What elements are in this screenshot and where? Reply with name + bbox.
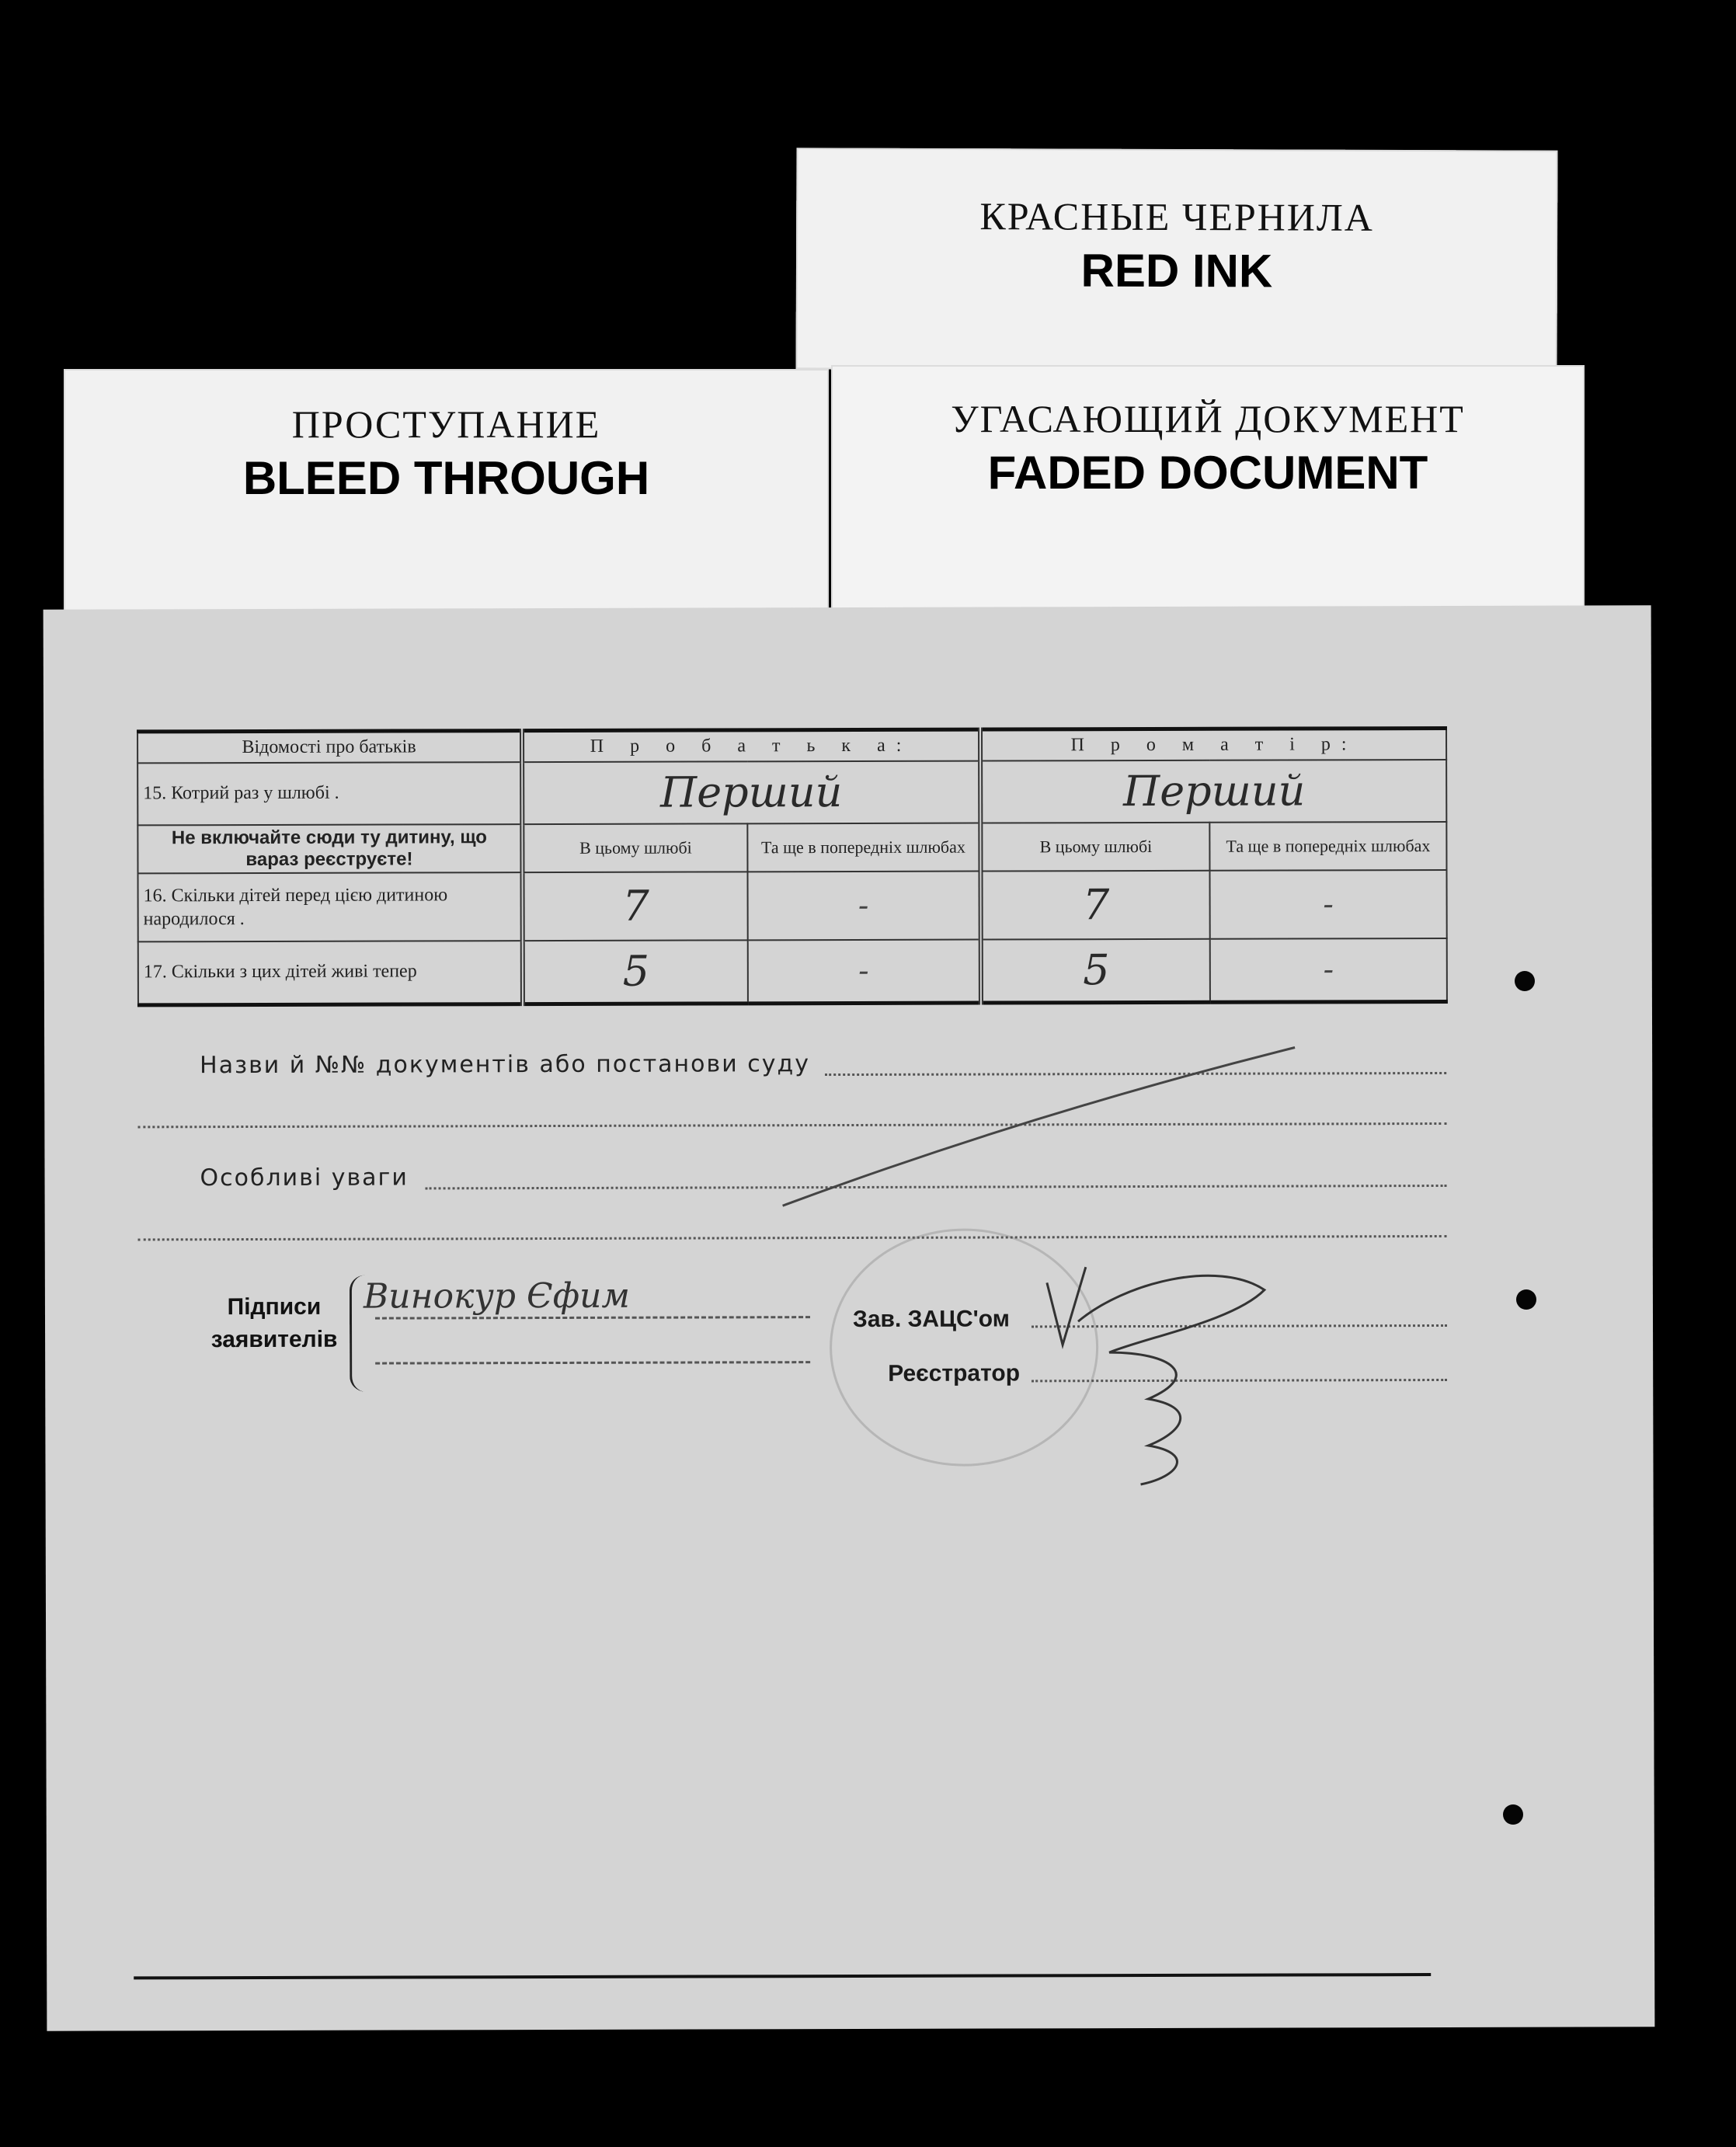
row17-label: 17. Скільки з цих дітей живі тепер bbox=[138, 941, 523, 1005]
signature-line-1 bbox=[375, 1316, 810, 1319]
cancel-stroke bbox=[774, 1041, 1319, 1213]
official-signature bbox=[1032, 1251, 1281, 1493]
row17-mother-prev: - bbox=[1210, 938, 1447, 1002]
red-ink-en: RED INK bbox=[1080, 244, 1273, 298]
remarks-line-2 bbox=[138, 1235, 1447, 1241]
row16-mother-prev: - bbox=[1210, 869, 1447, 938]
faded-document-ru: УГАСАЮЩИЙ ДОКУМЕНТ bbox=[951, 397, 1465, 440]
punch-hole bbox=[1503, 1804, 1523, 1825]
father-col-previous: Та ще в попередніх шлюбах bbox=[747, 823, 980, 872]
father-col-this-marriage: В цьому шлюбі bbox=[522, 823, 747, 872]
faded-document-target-card bbox=[831, 365, 1585, 625]
faded-document-en: FADED DOCUMENT bbox=[987, 447, 1428, 499]
row15-label: 15. Котрий раз у шлюбі . bbox=[137, 762, 522, 825]
table-row bbox=[137, 821, 1446, 872]
father-header: П р о б а т ь к а: bbox=[522, 729, 980, 762]
row16-father-prev: - bbox=[747, 871, 980, 940]
head-label: Зав. ЗАЦС'ом bbox=[852, 1306, 1010, 1332]
applicant-signature: Винокур Єфим bbox=[363, 1275, 631, 1317]
table-row bbox=[138, 938, 1447, 1004]
red-ink-target-card bbox=[796, 148, 1558, 371]
mother-col-previous: Та ще в попередніх шлюбах bbox=[1209, 821, 1446, 870]
bleed-through-target-card bbox=[64, 369, 829, 625]
parents-info-header: Відомості про батьків bbox=[137, 731, 522, 763]
table-row bbox=[137, 869, 1446, 941]
row17-father-prev: - bbox=[748, 939, 981, 1004]
bleed-through-en: BLEED THROUGH bbox=[242, 452, 650, 504]
signature-line-2 bbox=[375, 1361, 810, 1364]
remarks-label: Особливі уваги bbox=[200, 1164, 409, 1192]
document-sheet bbox=[43, 605, 1655, 2030]
exclusion-note: Не включайте сюди ту дитину, що вараз реєструєте! bbox=[137, 824, 522, 873]
mother-col-this-marriage: В цьому шлюбі bbox=[980, 822, 1209, 871]
row16-mother-this: 7 bbox=[981, 870, 1210, 939]
table-header-row bbox=[137, 728, 1446, 762]
row15-father-value: Перший bbox=[522, 760, 980, 824]
bottom-rule bbox=[134, 1973, 1431, 1979]
table-row bbox=[137, 759, 1446, 824]
registrar-label: Реєстратор bbox=[888, 1360, 1021, 1387]
red-ink-ru: КРАСНЫЕ ЧЕРНИЛА bbox=[979, 194, 1375, 239]
documents-label: Назви й №№ документів або постанови суду bbox=[200, 1050, 811, 1080]
parents-info-table bbox=[137, 726, 1448, 1007]
mother-header: П р о м а т і р: bbox=[980, 728, 1446, 760]
row16-label: 16. Скільки дітей перед цією дитиною народилося . bbox=[137, 872, 522, 941]
row17-mother-this: 5 bbox=[981, 938, 1210, 1003]
row15-mother-value: Перший bbox=[980, 759, 1446, 823]
punch-hole bbox=[1515, 971, 1535, 991]
signatures-label: Підписи заявителів bbox=[210, 1293, 338, 1353]
row16-father-this: 7 bbox=[522, 872, 747, 941]
row17-father-this: 5 bbox=[523, 940, 748, 1004]
punch-hole bbox=[1516, 1289, 1536, 1310]
bleed-through-ru: ПРОСТУПАНИЕ bbox=[291, 402, 601, 446]
